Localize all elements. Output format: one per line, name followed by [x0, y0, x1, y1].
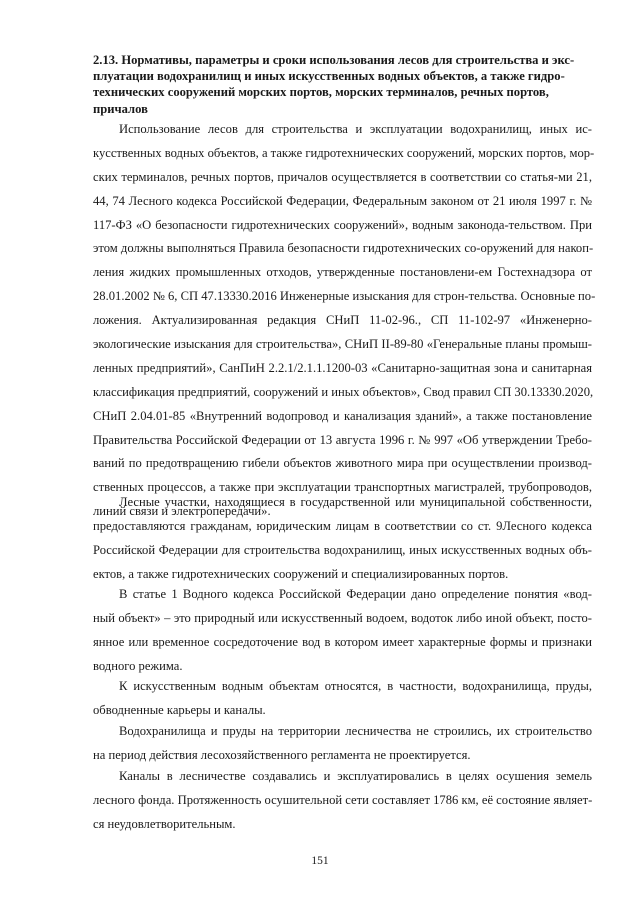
- section-heading: [93, 52, 593, 117]
- heading-line: 2.13. Нормативы, параметры и сроки использования лесов для строительства и экс-: [93, 53, 575, 67]
- text-line: СНиП 2.04.01-85 «Внутренний водопровод и канализация зданий», а также постановление: [93, 408, 592, 423]
- text-line: Правительства Российской Федерации от 13 августа 1996 г. № 997 «Об утверждении Требо-: [93, 432, 592, 447]
- text-line: Водохранилища и пруды на территории лесничества не строились, их строительство: [119, 724, 592, 738]
- paragraph-2: [93, 491, 592, 587]
- text-line: на период действия лесохозяйственного регламента не проектируется.: [93, 747, 471, 762]
- text-line: Российской Федерации для строительства водохранилищ, иных искусственных водных объ-: [93, 542, 592, 557]
- text-line: этом должны выполняться Правила безопасности гидротехнических со-оружений для накоп-: [93, 241, 594, 256]
- text-line: ный объект» – это природный или искусственный водоем, водоток либо иной объект, посто-: [93, 610, 592, 625]
- heading-line: технических сооружений морских портов, морских терминалов, речных портов,: [93, 85, 549, 100]
- text-line: предоставляются гражданам, юридическим лицам в соответствии со ст. 9Лесного кодекса: [93, 518, 592, 533]
- text-line: классификация предприятий, сооружений и иных объектов», Свод правил СП 30.13330.2020,: [93, 384, 594, 399]
- text-line: К искусственным водным объектам относятся, в частности, водохранилища, пруды,: [119, 679, 592, 693]
- heading-line: плуатации водохранилищ и иных искусственных водных объектов, а также гидро-: [93, 69, 565, 84]
- text-line: ленных предприятий», СанПиН 2.2.1/2.1.1.1200-03 «Санитарно-защитная зона и санитарная: [93, 360, 592, 375]
- heading-line: причалов: [93, 101, 148, 116]
- text-line: экологические изыскания для строительства», СНиП II-89-80 «Генеральные планы промыш-: [93, 337, 592, 352]
- text-line: В статье 1 Водного кодекса Российской Федерации дано определение понятия «вод-: [119, 587, 592, 601]
- text-line: ложения. Актуализированная редакция СНиП 11-02-96., СП 11-102-97 «Инженерно-: [93, 313, 592, 328]
- text-line: 44, 74 Лесного кодекса Российской Федерации, Федеральным законом от 21 июля 1997 г. №: [93, 193, 592, 208]
- text-line: 117-ФЗ «О безопасности гидротехнических сооружений», водным законода-тельством. При: [93, 217, 592, 232]
- text-line: ления жидких промышленных отходов, утвержденные постановлени-ем Гостехнадзора от: [93, 265, 592, 280]
- paragraph-4: [93, 675, 592, 723]
- page-number: 151: [311, 855, 329, 867]
- text-line: водного режима.: [93, 658, 183, 673]
- text-line: Каналы в лесничестве создавались и эксплуатировались в целях осушения земель: [119, 769, 592, 783]
- text-line: янное или временное сосредоточение вод в котором имеет характерные формы и признаки: [93, 634, 592, 649]
- text-line: Лесные участки, находящиеся в государственной или муниципальной собственности,: [119, 495, 592, 509]
- paragraph-5: [93, 720, 592, 768]
- paragraph-3: [93, 583, 592, 679]
- paragraph-6: [93, 765, 592, 837]
- paragraph-1: [93, 118, 596, 524]
- text-line: ектов, а также гидротехнических сооружений и специализированных портов.: [93, 566, 509, 581]
- text-line: ских терминалов, речных портов, причалов осуществляется в соответствии со статья-ми 21,: [93, 169, 592, 184]
- text-line: 28.01.2002 № 6, СП 47.13330.2016 Инженерные изыскания для строн-тельства. Основные по-: [93, 289, 596, 304]
- text-line: лесного фонда. Протяженность осушительной сети составляет 1786 км, её состояние являет-: [93, 792, 593, 807]
- text-line: Использование лесов для строительства и эксплуатации водохранилищ, иных ис-: [119, 122, 592, 136]
- text-line: кусственных водных объектов, а также гидротехнических сооружений, морских портов, мор-: [93, 145, 595, 160]
- text-line: обводненные карьеры и каналы.: [93, 702, 266, 717]
- text-line: линий связи и электропередачи».: [93, 504, 271, 519]
- text-line: ся неудовлетворительным.: [93, 816, 236, 831]
- text-line: ственных процессов, а также при эксплуатации транспортных магистралей, трубопроводов,: [93, 480, 592, 495]
- text-line: ваний по предотвращению гибели объектов животного мира при осуществлении производ-: [93, 456, 592, 471]
